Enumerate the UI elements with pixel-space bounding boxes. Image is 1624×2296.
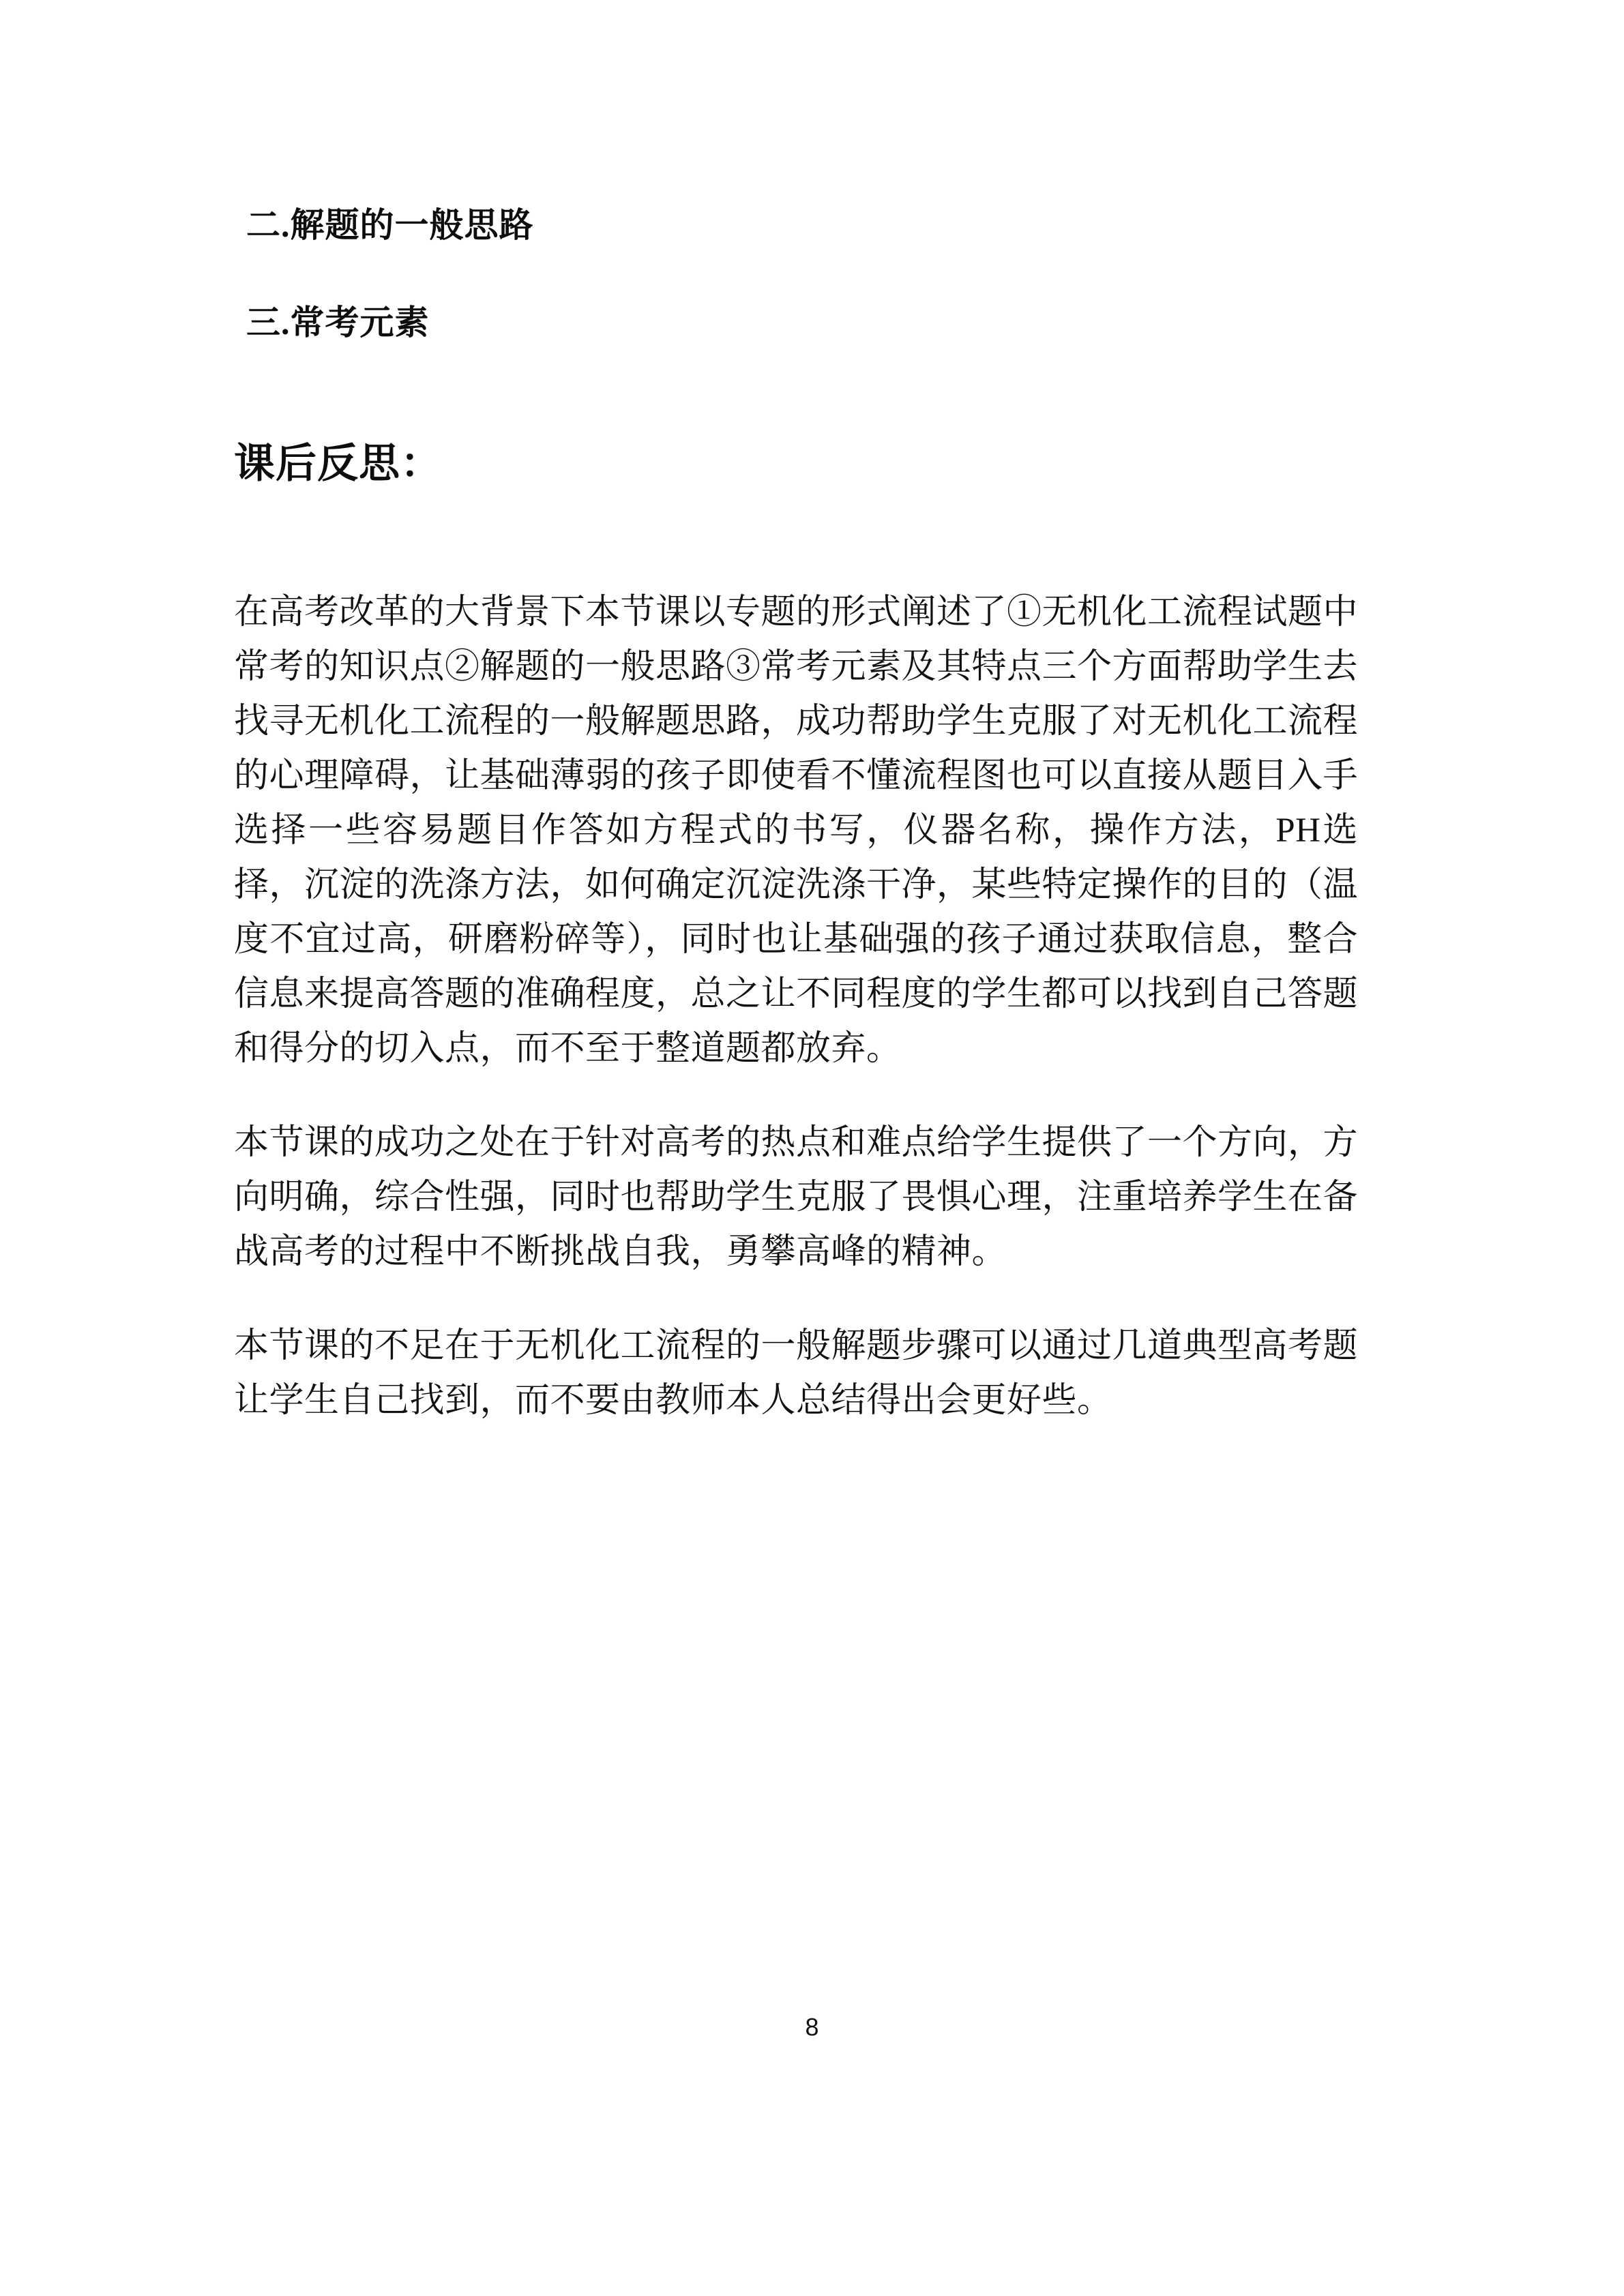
section-heading-two: 二.解题的一般思路 (246, 206, 534, 244)
paragraph: 在高考改革的大背景下本节课以专题的形式阐述了①无机化工流程试题中常考的知识点②解题的一般思路③常考元素及其特点三个方面帮助学生去找寻无机化工流程的一般解题思路，成功帮助学生克服了对无机化工流程的心理障碍，让基础薄弱的孩子即使看不懂流程图也可以直接从题目入手选择一些容易题目作答如方程式的书写，仪器名称，操作方法，PH选择，沉淀的洗涤方法，如何确定沉淀洗涤干净，某些特定操作的目的（温度不宜过高，研磨粉碎等），同时也让基础强的孩子通过获取信息，整合信息来提高答题的准确程度，总之让不同程度的学生都可以找到自己答题和得分的切入点，而不至于整道题都放弃。 (234, 593, 1359, 1068)
section-heading-three: 三.常考元素 (246, 303, 430, 342)
reflection-body (234, 585, 1358, 1428)
paragraph: 本节课的不足在于无机化工流程的一般解题步骤可以通过几道典型高考题让学生自己找到，而不要由教师本人总结得出会更好些。 (234, 1327, 1359, 1420)
page-number: 8 (805, 2013, 819, 2041)
reflection-heading: 课后反思： (234, 441, 442, 486)
paragraph: 本节课的成功之处在于针对高考的热点和难点给学生提供了一个方向，方向明确，综合性强，同时也帮助学生克服了畏惧心理，注重培养学生在备战高考的过程中不断挑战自我，勇攀高峰的精神。 (234, 1124, 1359, 1271)
